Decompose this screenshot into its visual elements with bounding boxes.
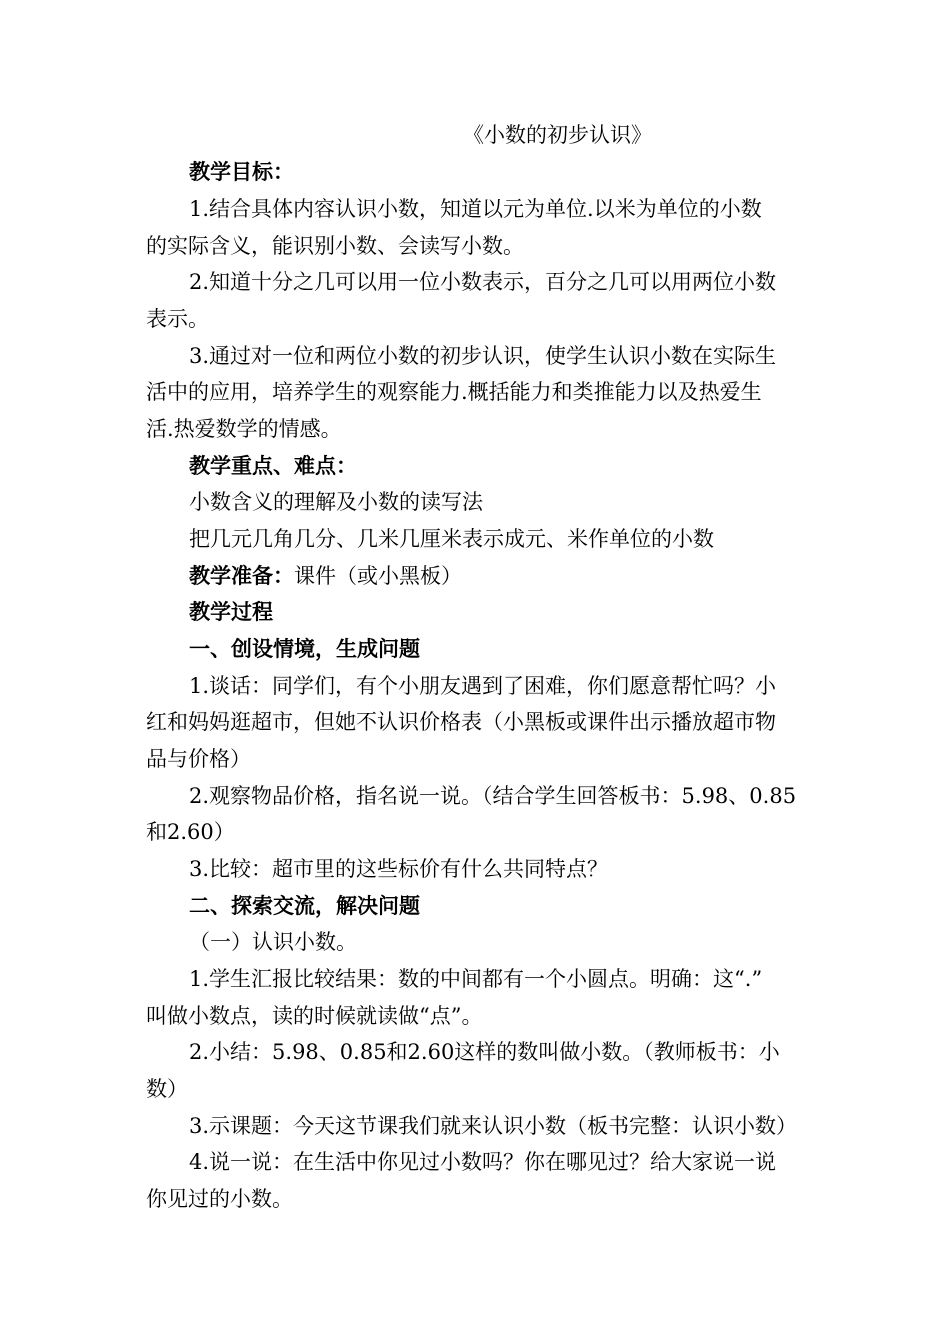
s2-item4-line2: 你见过的小数。 xyxy=(146,1187,293,1211)
section2-heading: 二、探索交流，解决问题 xyxy=(189,893,420,918)
keypoint-1: 小数含义的理解及小数的读写法 xyxy=(189,490,483,514)
s2-item1-line2: 叫做小数点，读的时候就读做“点”。 xyxy=(146,1004,483,1028)
sub1-heading: （一）认识小数。 xyxy=(189,930,357,954)
goal2-line2: 表示。 xyxy=(146,307,209,331)
s1-item2-line1: 2.观察物品价格，指名说一说。（结合学生回答板书：5.98、0.85 xyxy=(189,784,797,808)
s2-item2-line1: 2.小结：5.98、0.85和2.60这样的数叫做小数。（教师板书：小 xyxy=(189,1040,780,1064)
preparation-line xyxy=(189,561,810,591)
s1-item1-line3: 品与价格） xyxy=(146,747,251,771)
goal1-line2: 的实际含义，能识别小数、会读写小数。 xyxy=(146,234,524,258)
document-title: 《小数的初步认识》 xyxy=(463,123,652,147)
goals-heading: 教学目标： xyxy=(189,159,294,184)
s2-item4-line1: 4.说一说：在生活中你见过小数吗？你在哪见过？给大家说一说 xyxy=(189,1150,777,1174)
goal3-line3: 活.热爱数学的情感。 xyxy=(146,417,342,441)
s2-item2-line2: 数） xyxy=(146,1077,188,1101)
s1-item1-line1: 1.谈话：同学们，有个小朋友遇到了困难，你们愿意帮忙吗？小 xyxy=(189,674,777,698)
prep-text: 课件（或小黑板） xyxy=(294,564,462,588)
goal1-line1: 1.结合具体内容认识小数，知道以元为单位.以米为单位的小数 xyxy=(189,197,762,221)
s1-item2-line2: 和2.60） xyxy=(146,820,235,844)
goal3-line1: 3.通过对一位和两位小数的初步认识，使学生认识小数在实际生 xyxy=(189,344,777,368)
s1-item3: 3.比较：超市里的这些标价有什么共同特点？ xyxy=(189,857,609,881)
s2-item1-line1: 1.学生汇报比较结果：数的中间都有一个小圆点。明确：这“.” xyxy=(189,967,763,991)
keypoints-heading: 教学重点、难点： xyxy=(189,453,357,478)
goal2-line1: 2.知道十分之几可以用一位小数表示，百分之几可以用两位小数 xyxy=(189,270,777,294)
prep-heading: 教学准备： xyxy=(189,563,294,588)
s1-item1-line2: 红和妈妈逛超市，但她不认识价格表（小黑板或课件出示播放超市物 xyxy=(146,710,776,734)
process-heading: 教学过程 xyxy=(189,599,273,624)
goal3-line2: 活中的应用，培养学生的观察能力.概括能力和类推能力以及热爱生 xyxy=(146,380,762,404)
s2-item3: 3.示课题：今天这节课我们就来认识小数（板书完整：认识小数） xyxy=(189,1114,798,1138)
keypoint-2: 把几元几角几分、几米几厘米表示成元、米作单位的小数 xyxy=(189,527,714,551)
section1-heading: 一、创设情境，生成问题 xyxy=(189,636,420,661)
